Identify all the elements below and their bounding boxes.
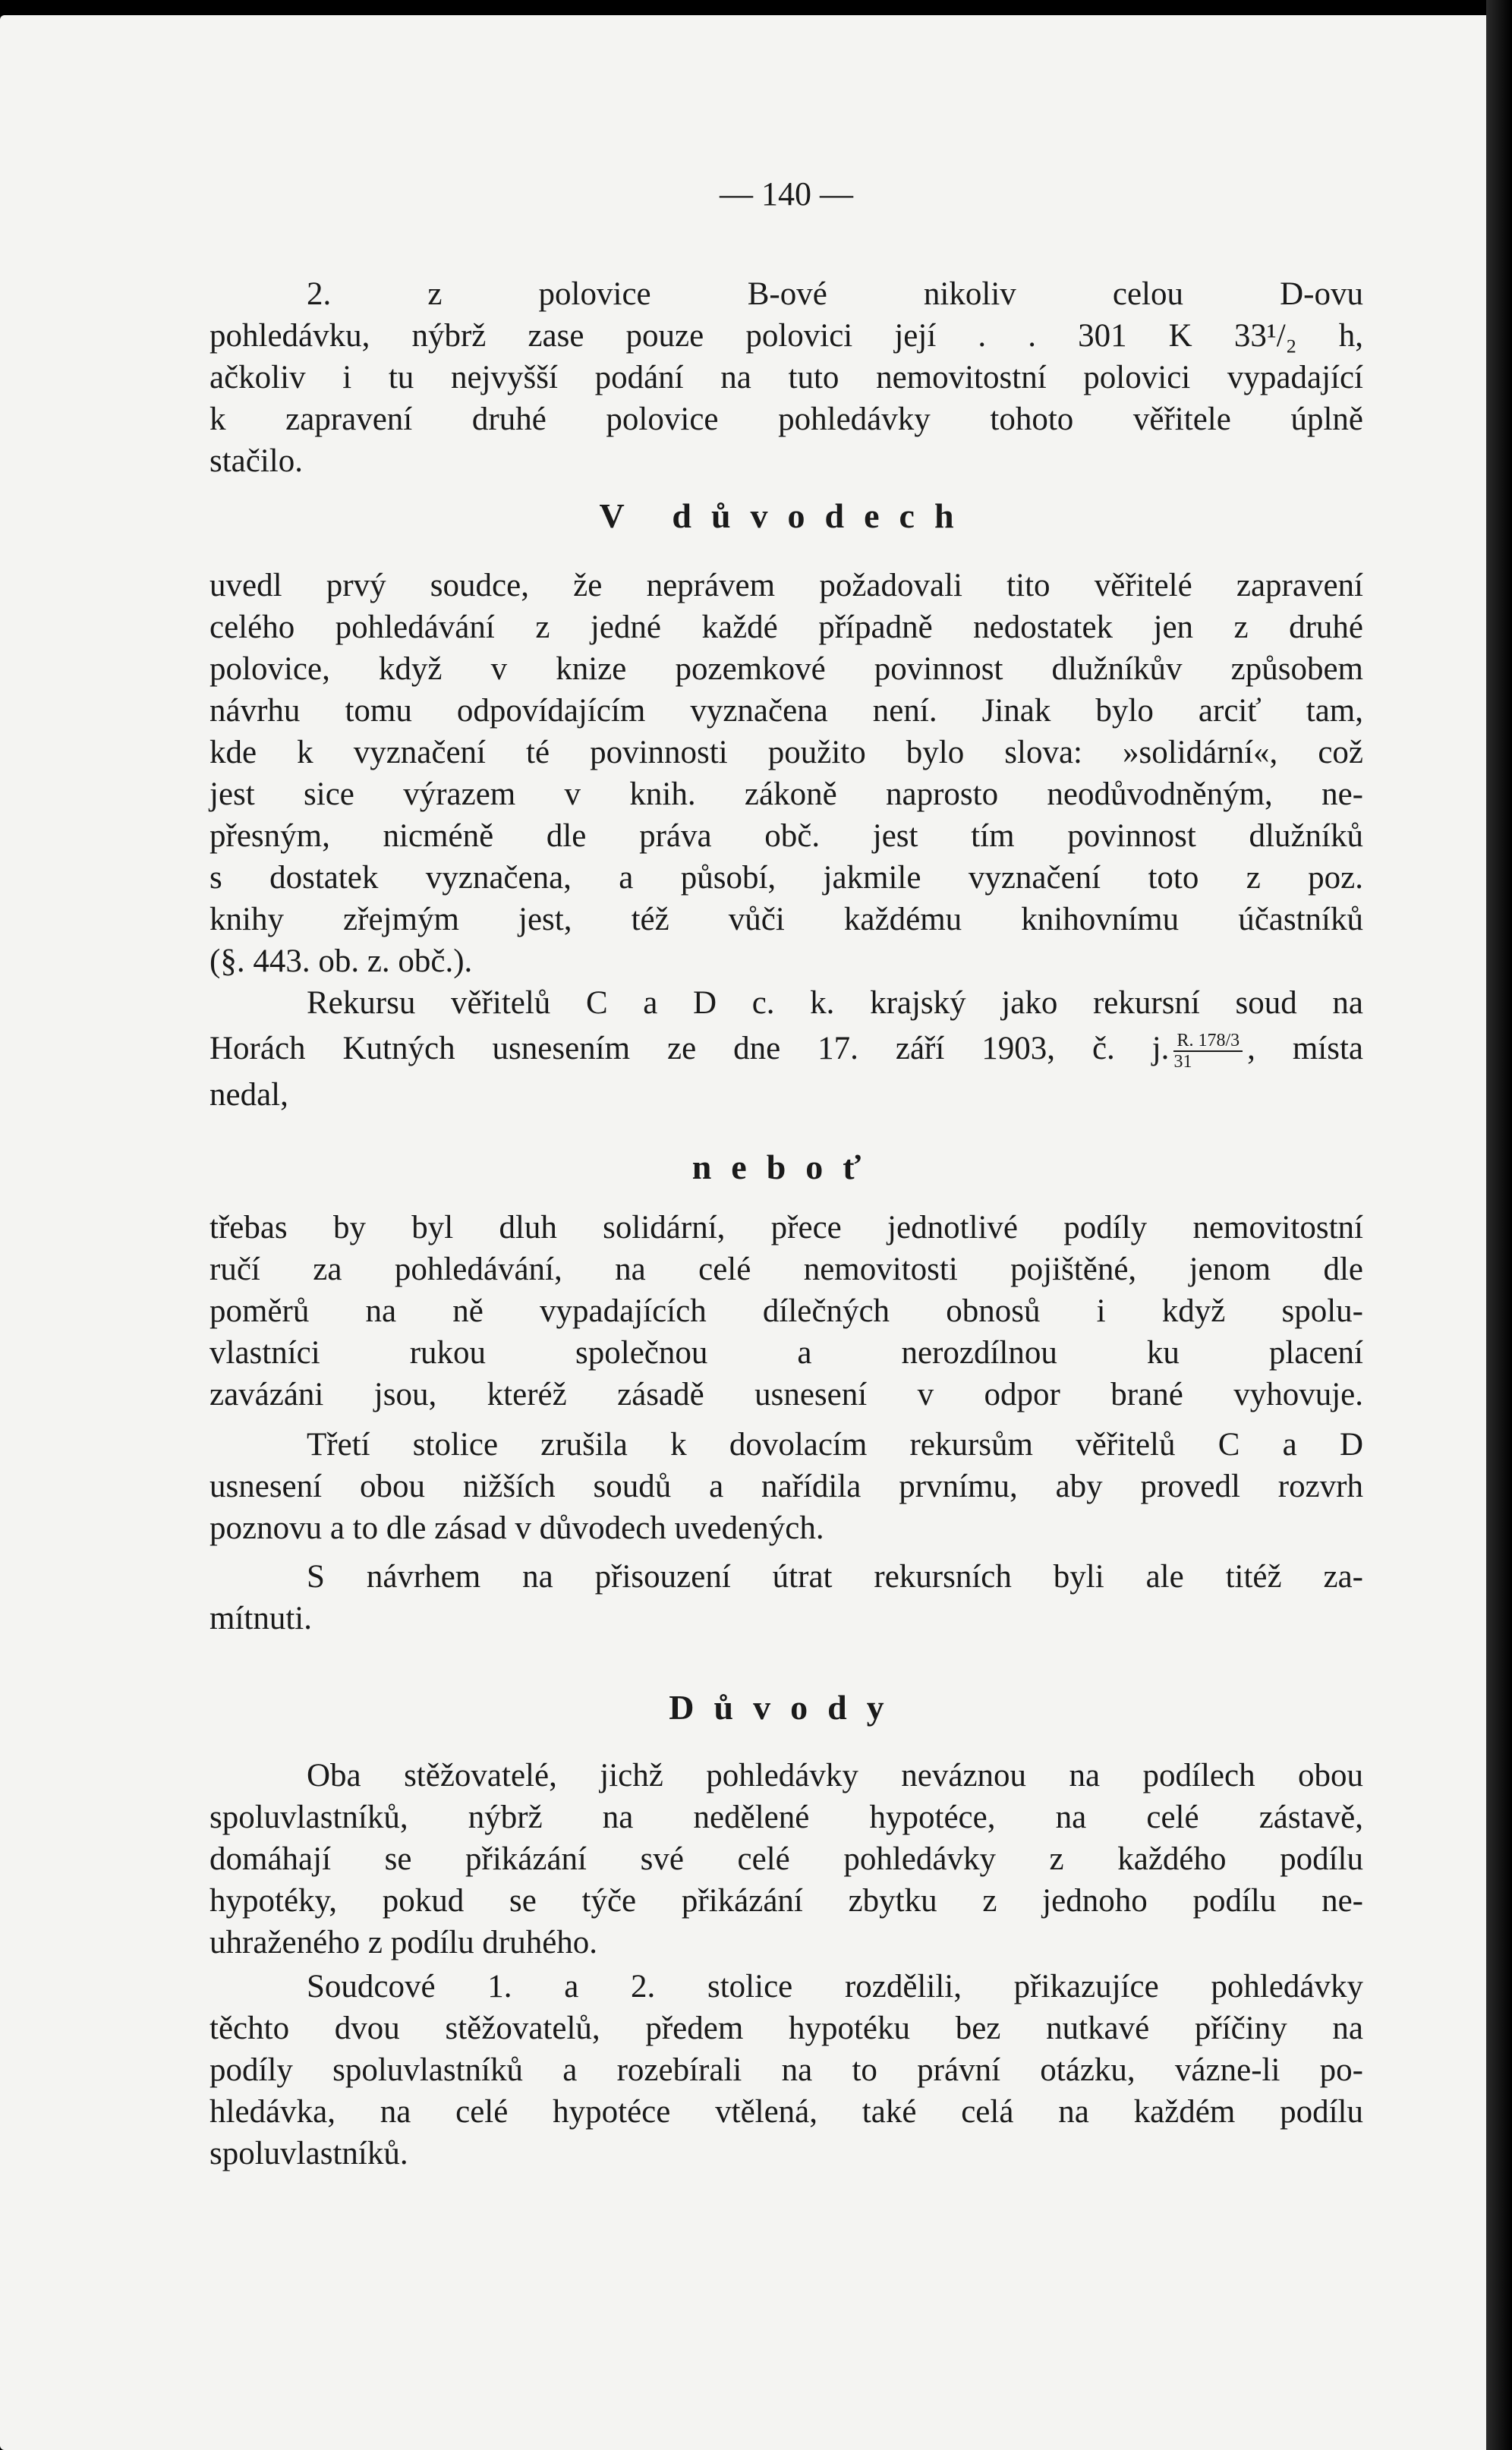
text-line: polovice, když v knize pozemkové povinnost dlužníkův způsobem bbox=[209, 651, 1363, 687]
heading-v-duvodech: V důvodech bbox=[599, 496, 974, 535]
text-line: s dostatek vyznačena, a působí, jakmile vyznačení toto z poz. bbox=[209, 860, 1363, 896]
text-line: Třetí stolice zrušila k dovolacím rekursům věřitelů C a D bbox=[307, 1427, 1363, 1463]
text-line: knihy zřejmým jest, též vůči každému knihovnímu účastníků bbox=[209, 902, 1363, 937]
text-line: kde k vyznačení té povinnosti použito bylo slova: »solidární«, což bbox=[209, 735, 1363, 770]
text-line: přesným, nicméně dle práva obč. jest tím povinnost dlužníků bbox=[209, 818, 1363, 854]
text-line: ačkoliv i tu nejvyšší podání na tuto nemovitostní polovici vypadající bbox=[209, 360, 1363, 395]
text-line: třebas by byl dluh solidární, přece jednotlivé podíly nemovitostní bbox=[209, 1210, 1363, 1245]
text-line: podíly spoluvlastníků a rozebírali na to právní otázku, vázne-li po- bbox=[209, 2052, 1363, 2088]
heading-nebot: neboť bbox=[691, 1148, 881, 1186]
text-line: návrhu tomu odpovídajícím vyznačena není. Jinak bylo arciť tam, bbox=[209, 693, 1363, 729]
file-number-fraction bbox=[1173, 1031, 1243, 1072]
scan-edge bbox=[1486, 0, 1512, 2450]
text-span: , místa bbox=[1247, 1031, 1363, 1066]
text-line: hledávka, na celé hypotéce vtělená, také celá na každém podílu bbox=[209, 2094, 1363, 2130]
text-line: Oba stěžovatelé, jichž pohledávky neváznou na podílech obou bbox=[307, 1758, 1363, 1793]
text-line: domáhají se přikázání své celé pohledávky z každého podílu bbox=[209, 1841, 1363, 1877]
text-line: 2. z polovice B-ové nikoliv celou D-ovu bbox=[307, 276, 1363, 312]
text-line: zavázáni jsou, kteréž zásadě usnesení v odpor brané vyhovuje. bbox=[209, 1377, 1363, 1412]
text-line: nedal, bbox=[209, 1077, 288, 1113]
paragraph-1 bbox=[209, 273, 1363, 482]
paragraph-3 bbox=[209, 982, 1363, 1116]
fraction-numerator: R. 178/3 bbox=[1173, 1031, 1243, 1052]
fraction-denominator: 31 bbox=[1173, 1052, 1192, 1072]
text-line: Soudcové 1. a 2. stolice rozdělili, přikazujíce pohledávky bbox=[307, 1969, 1363, 2004]
text-line: usnesení obou nižších soudů a nařídila prvnímu, aby provedl rozvrh bbox=[209, 1469, 1363, 1504]
text-line: poznovu a to dle zásad v důvodech uvedených. bbox=[209, 1510, 824, 1546]
text-line: hypotéky, pokud se týče přikázání zbytku z jednoho podílu ne- bbox=[209, 1883, 1363, 1919]
paragraph-4 bbox=[209, 1207, 1363, 1416]
text-line: jest sice výrazem v knih. zákoně naprosto neodůvodněným, ne- bbox=[209, 776, 1363, 812]
paragraph-6 bbox=[209, 1556, 1363, 1639]
text-line: spoluvlastníků. bbox=[209, 2136, 408, 2171]
text-line: ručí za pohledávání, na celé nemovitosti pojištěné, jenom dle bbox=[209, 1252, 1363, 1287]
text-line: mítnuti. bbox=[209, 1601, 312, 1636]
text-line: uhraženého z podílu druhého. bbox=[209, 1925, 598, 1960]
text-line: vlastníci rukou společnou a nerozdílnou ku placení bbox=[209, 1335, 1363, 1371]
text-span: Horách Kutných usnesením ze dne 17. září 1903, č. j. bbox=[209, 1031, 1170, 1066]
text-line: Rekursu věřitelů C a D c. k. krajský jako rekursní soud na bbox=[307, 985, 1363, 1021]
paragraph-5 bbox=[209, 1424, 1363, 1549]
text-line: S návrhem na přisouzení útrat rekursních byli ale titéž za- bbox=[307, 1559, 1363, 1595]
paragraph-2 bbox=[209, 565, 1363, 982]
text-line: těchto dvou stěžovatelů, předem hypotéku bez nutkavé příčiny na bbox=[209, 2011, 1363, 2046]
paragraph-7 bbox=[209, 1755, 1363, 1963]
paragraph-8 bbox=[209, 1966, 1363, 2174]
text-line: stačilo. bbox=[209, 443, 303, 479]
text-line: pohledávku, nýbrž zase pouze polovici její . . 301 K 33¹/₂ h, bbox=[209, 318, 1363, 354]
text-line: (§. 443. ob. z. obč.). bbox=[209, 943, 473, 979]
text-line: poměrů na ně vypadajících dílečných obnosů i když spolu- bbox=[209, 1293, 1363, 1329]
page-number: — 140 — bbox=[720, 175, 853, 213]
text-line: k zapravení druhé polovice pohledávky tohoto věřitele úplně bbox=[209, 402, 1363, 437]
text-line-with-fraction bbox=[209, 1024, 1363, 1074]
text-line: celého pohledávání z jedné každé případně nedostatek jen z druhé bbox=[209, 609, 1363, 645]
heading-duvody: Důvody bbox=[669, 1688, 904, 1727]
text-line: spoluvlastníků, nýbrž na nedělené hypotéce, na celé zástavě, bbox=[209, 1800, 1363, 1835]
text-line: uvedl prvý soudce, že neprávem požadovali tito věřitelé zapravení bbox=[209, 568, 1363, 603]
